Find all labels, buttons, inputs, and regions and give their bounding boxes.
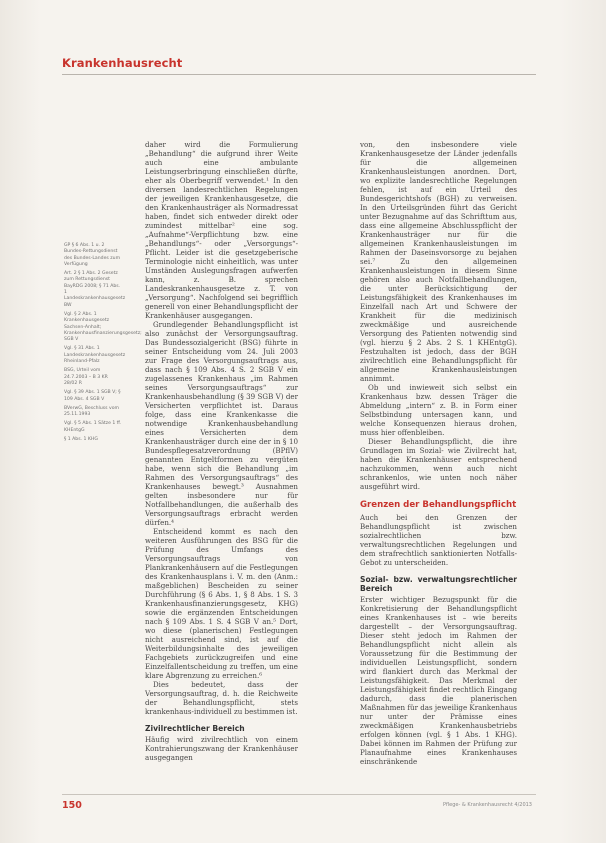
paragraph: daher wird die Formulierung „Behandlung“ die aufgrund ihrer Weite auch eine ambulante Leistungserbringung einschließen dürfte, eher als Oberbegriff verwendet.¹ In den diversen landesrechtlichen Regelungen der jeweiligen Krankenhausgesetze, die den Krankenhausträger als Normadressat haben, findet sich entweder direkt oder zumindest mittelbar² eine sog. „Aufnahme“-Verpflichtung bzw. eine „Behandlungs“- oder „Versorgungs“-Pflicht. Leider ist die gesetzgeberische Terminologie nicht einheitlich, was unter Umständen Auslegungsfragen aufwerfen kann, z. B. sprechen Landeskrankenhausgesetze z. T. von „Versorgung“. Nachfolgend sei begrifflich generell von einer Behandlungspflicht der Krankenhäuser ausgegangen. [145,140,298,320]
subheading: Sozial- bzw. verwaltungsrechtlicher Bereich [360,575,517,593]
running-head [62,56,532,70]
footnote: Vgl. § 39 Abs. 1 SGB V; § 109 Abs. 4 SGB V [64,390,121,402]
journal-reference: Pflege- & Krankenhausrecht 4/2013 [443,802,532,808]
paragraph: Ob und inwieweit sich selbst ein Krankenhaus bzw. dessen Träger die Abmeldung „intern“ z. B. in Form einer Selbstbindung untersagen kann, und welche Konsequenzen hieraus drohen, muss hier offenbleiben. [360,383,517,437]
subheading: Grenzen der Behandlungspflicht [360,500,517,510]
text-column-right [360,140,517,766]
footnote: § 1 Abs. 1 KHG [64,437,98,443]
paragraph: Dieser Behandlungspflicht, die ihre Grundlagen im Sozial- wie Zivilrecht hat, haben die Krankenhäuser entsprechend nachzukommen, wenn auch nicht schrankenlos, wie unten noch näher ausgeführt wird. [360,437,517,491]
section-title: Krankenhausrecht [62,56,183,70]
footnote: Art. 2 § 1 Abs. 2 Gesetz zum Rettungsdienst BayRDG 2008; § 71 Abs. 1 Landeskrankenhausgesetz BW [64,271,126,308]
page-footer [62,800,532,812]
footnote: Vgl. § 2 Abs. 1 Krankenhausgesetz Sachsen-Anhalt; Krankenhausfinanzierungsgesetz; SGB V [64,311,142,343]
page-number: 150 [62,800,82,811]
header-rule [62,74,536,75]
footnote: Vgl. § 31 Abs. 1 Landeskrankenhausgesetz Rheinland-Pfalz [64,346,126,365]
footnote: Vgl. § 5 Abs. 1 Sätze 1 ff. KHEntgG [64,421,122,433]
footnote: GP § 6 Abs. 1 u. 2 Bundes-Rettungsdienst des Bundes-Landes zum Verfügung [64,243,121,267]
paragraph: Häufig wird zivilrechtlich von einem Kontrahierungszwang der Krankenhäuser ausgegangen [145,735,298,762]
footnote: BSG, Urteil vom 24.7.2003 – B 3 KR 28/02 R [64,368,108,386]
paragraph: Erster wichtiger Bezugspunkt für die Konkretisierung der Behandlungspflicht eines Krankenhauses ist – wie bereits dargestellt – der Versorgungsauftrag. Dieser steht jedoch im Rahmen der Behandlungspflicht nicht allein als Voraussetzung für die Bestimmung der individuellen Leistungspflicht, sondern wird flankiert durch das Merkmal der Leistungsfähigkeit. Das Merkmal der Leistungsfähigkeit findet rechtlich Eingang dadurch, dass die planerischen Maßnahmen für das jeweilige Krankenhaus nur unter der Prämisse eines zweckmäßigen Krankenhausbetriebs erfolgen können (vgl. § 1 Abs. 1 KHG). Dabei können im Rahmen der Prüfung zur Planaufnahme eines Krankenhauses einschränkende [360,595,517,766]
sidebar-footnotes [64,243,142,446]
paragraph: Entscheidend kommt es nach den weiteren Ausführungen des BSG für die Prüfung des Umfangs des Versorgungsauftrags von Plankrankenhäusern auf die Festlegungen des Krankenhausplans i. V. m. den (Anm.: maßgeblichen) Bescheiden zu seiner Durchführung (§ 6 Abs. 1, § 8 Abs. 1 S. 3 Krankenhausfinanzierungsgesetz, KHG) sowie die ergänzenden Entscheidungen nach § 109 Abs. 1 S. 4 SGB V an.⁵ Dort, wo diese (planerischen) Festlegungen nicht ausreichend sind, ist auf die Weiterbildungsinhalte des jeweiligen Fachgebiets zurückzugreifen und eine Einzelfallentscheidung zu treffen, um eine klare Abgrenzung zu erreichen.⁶ [145,527,298,680]
paragraph: Auch bei den Grenzen der Behandlungspflicht ist zwischen sozialrechtlichen bzw. verwaltungsrechtlichen Regelungen und dem strafrechtlich sanktionierten Notfalls-Gebot zu unterscheiden. [360,513,517,567]
footer-rule [62,794,536,795]
footnote: BVerwG, Beschluss vom 25.11.1993 [64,405,119,418]
subheading: Zivilrechtlicher Bereich [145,724,245,733]
text-column-middle [145,140,298,762]
paragraph: Dies bedeutet, dass der Versorgungsauftrag, d. h. die Reichweite der Behandlungspflicht, stets krankenhaus-individuell zu bestimmen ist. [145,680,298,716]
paragraph: von, den insbesondere viele Krankenhausgesetze der Länder jedenfalls für die allgemeinen Krankenhausleistungen anordnen. Dort, wo explizite landesrechtliche Regelungen fehlen, ist auf ein Urteil des Bundesgerichtshofs (BGH) zu verweisen. In den Urteilsgründen führt das Gericht unter Bezugnahme auf das Schrifttum aus, dass eine allgemeine Abschlusspflicht der Krankenhausträger nur für die allgemeinen Krankenhausleistungen im Rahmen der Daseinsvorsorge zu bejahen sei.⁷ Zu den allgemeinen Krankenhausleistungen in diesem Sinne gehören also auch Notfallbehandlungen, die unter Berücksichtigung der Leistungsfähigkeit des Krankenhauses im Einzelfall nach Art und Schwere der Krankheit für die medizinisch zweckmäßige und ausreichende Versorgung des Patienten notwendig sind (vgl. hierzu § 2 Abs. 2 S. 1 KHEntgG). Festzuhalten ist jedoch, dass der BGH zivilrechtlich eine Behandlungspflicht für allgemeine Krankenhausleistungen annimmt. [360,140,517,383]
paragraph: Grundlegender Behandlungspflicht ist also zunächst der Versorgungsauftrag. Das Bundessozialgericht (BSG) führte in seiner Entscheidung vom 24. Juli 2003 zur Frage des Versorgungsauftrags aus, dass nach § 109 Abs. 4 S. 2 SGB V ein zugelassenes Krankenhaus „im Rahmen seines Versorgungsauftrags“ zur Krankenhausbehandlung (§ 39 SGB V) der Versicherten verpflichtet ist. Daraus folge, dass eine Krankenkasse die notwendige Krankenhausbehandlung eines Versicherten dem Krankenhausträger durch eine der in § 10 Bundespflegesatzverordnung (BPflV) genannten Entgeltformen zu vergüten habe, wenn sich die Behandlung „im Rahmen des Versorgungsauftrags“ des Krankenhauses bewegt.³ Ausnahmen gelten insbesondere nur für Notfallbehandlungen, die außerhalb des Versorgungsauftrags erbracht werden dürfen.⁴ [145,320,298,527]
